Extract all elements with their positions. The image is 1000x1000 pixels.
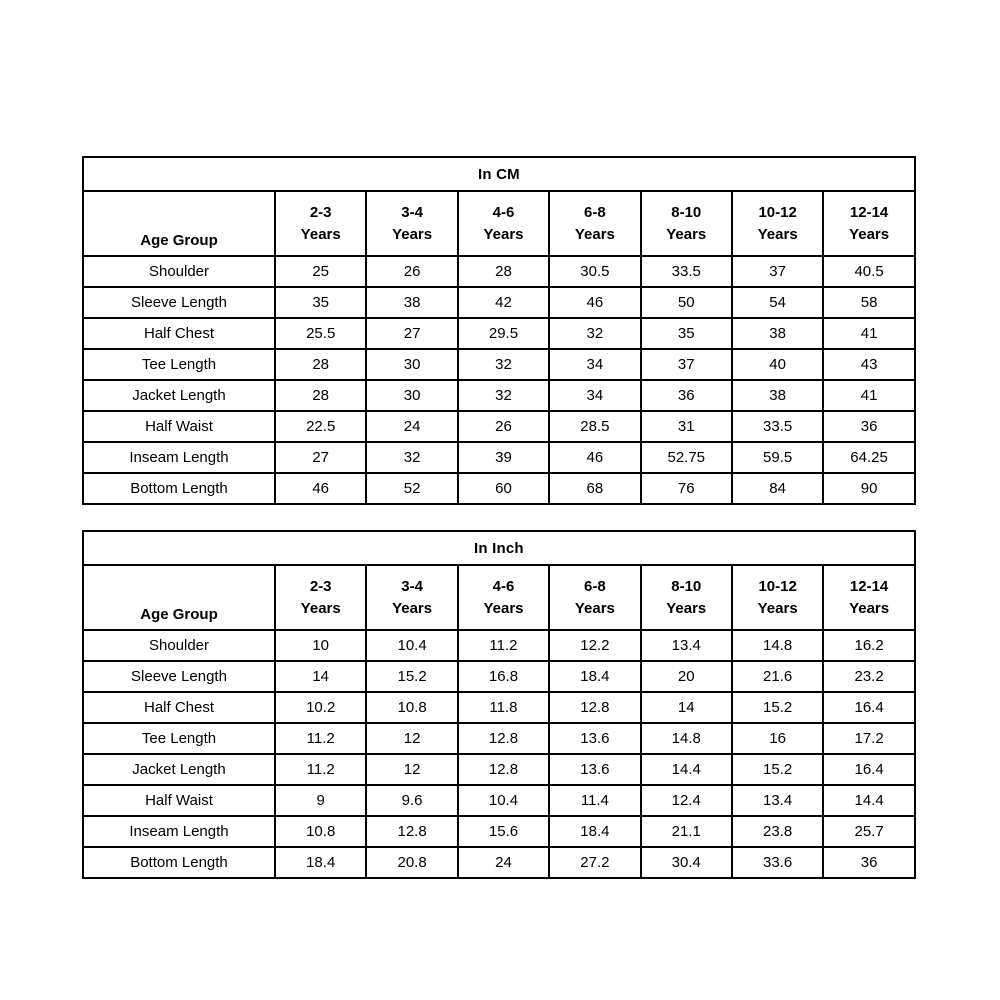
measurement-cell: 46 xyxy=(275,473,366,504)
row-label: Shoulder xyxy=(83,630,275,661)
measurement-cell: 13.6 xyxy=(549,754,640,785)
measurement-cell: 52.75 xyxy=(641,442,732,473)
column-header-unit: Years xyxy=(757,599,798,617)
table-header-row xyxy=(83,565,915,630)
column-header-4 xyxy=(549,191,640,256)
measurement-cell: 33.5 xyxy=(732,411,823,442)
column-header-unit: Years xyxy=(849,225,890,243)
measurement-cell: 76 xyxy=(641,473,732,504)
measurement-cell: 29.5 xyxy=(458,318,549,349)
measurement-cell: 26 xyxy=(366,256,457,287)
table-row xyxy=(83,318,915,349)
measurement-cell: 46 xyxy=(549,442,640,473)
measurement-cell: 27.2 xyxy=(549,847,640,878)
column-header-5 xyxy=(641,565,732,630)
column-header-size: 3-4 xyxy=(401,577,423,595)
table-row xyxy=(83,847,915,878)
column-header-size: 12-14 xyxy=(849,577,889,595)
measurement-cell: 10 xyxy=(275,630,366,661)
measurement-cell: 13.6 xyxy=(549,723,640,754)
measurement-cell: 12.8 xyxy=(549,692,640,723)
column-header-size: 4-6 xyxy=(492,577,515,595)
measurement-cell: 11.8 xyxy=(458,692,549,723)
measurement-cell: 28 xyxy=(458,256,549,287)
measurement-cell: 16 xyxy=(732,723,823,754)
column-header-size: 6-8 xyxy=(584,577,606,595)
table-row xyxy=(83,723,915,754)
table-row xyxy=(83,380,915,411)
measurement-cell: 12.8 xyxy=(458,723,549,754)
row-label: Bottom Length xyxy=(83,473,275,504)
table-row xyxy=(83,442,915,473)
table-row xyxy=(83,473,915,504)
measurement-cell: 10.4 xyxy=(458,785,549,816)
column-header-7 xyxy=(823,565,915,630)
measurement-cell: 24 xyxy=(366,411,457,442)
measurement-cell: 50 xyxy=(641,287,732,318)
size-table-inch-body xyxy=(83,531,915,878)
table-unit-title-row xyxy=(83,531,915,565)
table-row xyxy=(83,411,915,442)
measurement-cell: 12.8 xyxy=(458,754,549,785)
row-label: Shoulder xyxy=(83,256,275,287)
column-header-size: 10-12 xyxy=(758,577,797,595)
measurement-cell: 22.5 xyxy=(275,411,366,442)
measurement-cell: 12.8 xyxy=(366,816,457,847)
size-table-cm xyxy=(82,156,916,505)
measurement-cell: 18.4 xyxy=(549,816,640,847)
column-header-6 xyxy=(732,191,823,256)
column-header-size: 6-8 xyxy=(584,203,606,221)
measurement-cell: 15.6 xyxy=(458,816,549,847)
row-label: Half Chest xyxy=(83,318,275,349)
measurement-cell: 15.2 xyxy=(732,692,823,723)
measurement-cell: 30.4 xyxy=(641,847,732,878)
measurement-cell: 10.8 xyxy=(366,692,457,723)
measurement-cell: 14 xyxy=(275,661,366,692)
size-table-cm-body xyxy=(83,157,915,504)
measurement-cell: 42 xyxy=(458,287,549,318)
measurement-cell: 38 xyxy=(732,318,823,349)
measurement-cell: 18.4 xyxy=(549,661,640,692)
table-header-row xyxy=(83,191,915,256)
measurement-cell: 34 xyxy=(549,380,640,411)
measurement-cell: 35 xyxy=(641,318,732,349)
measurement-cell: 12 xyxy=(366,723,457,754)
table-row xyxy=(83,754,915,785)
measurement-cell: 11.2 xyxy=(275,723,366,754)
measurement-cell: 28 xyxy=(275,349,366,380)
measurement-cell: 12.2 xyxy=(549,630,640,661)
table-row xyxy=(83,256,915,287)
column-header-unit: Years xyxy=(574,225,615,243)
age-group-header: Age Group xyxy=(83,565,275,630)
measurement-cell: 12 xyxy=(366,754,457,785)
table-unit-title: In CM xyxy=(83,157,915,191)
column-header-3 xyxy=(458,191,549,256)
measurement-cell: 16.8 xyxy=(458,661,549,692)
measurement-cell: 16.4 xyxy=(823,754,915,785)
column-header-size: 2-3 xyxy=(309,203,332,221)
table-unit-title-row xyxy=(83,157,915,191)
measurement-cell: 23.8 xyxy=(732,816,823,847)
row-label: Inseam Length xyxy=(83,816,275,847)
measurement-cell: 14.8 xyxy=(641,723,732,754)
measurement-cell: 28.5 xyxy=(549,411,640,442)
measurement-cell: 24 xyxy=(458,847,549,878)
column-header-size: 10-12 xyxy=(758,203,797,221)
measurement-cell: 14.8 xyxy=(732,630,823,661)
measurement-cell: 84 xyxy=(732,473,823,504)
row-label: Inseam Length xyxy=(83,442,275,473)
measurement-cell: 18.4 xyxy=(275,847,366,878)
measurement-cell: 52 xyxy=(366,473,457,504)
column-header-unit: Years xyxy=(666,599,707,617)
column-header-unit: Years xyxy=(483,599,524,617)
table-row xyxy=(83,349,915,380)
measurement-cell: 10.2 xyxy=(275,692,366,723)
measurement-cell: 11.2 xyxy=(458,630,549,661)
measurement-cell: 13.4 xyxy=(732,785,823,816)
measurement-cell: 28 xyxy=(275,380,366,411)
measurement-cell: 59.5 xyxy=(732,442,823,473)
table-row xyxy=(83,785,915,816)
measurement-cell: 30.5 xyxy=(549,256,640,287)
measurement-cell: 25.7 xyxy=(823,816,915,847)
measurement-cell: 39 xyxy=(458,442,549,473)
column-header-3 xyxy=(458,565,549,630)
measurement-cell: 27 xyxy=(366,318,457,349)
measurement-cell: 14.4 xyxy=(823,785,915,816)
table-row xyxy=(83,816,915,847)
measurement-cell: 40.5 xyxy=(823,256,914,287)
measurement-cell: 30 xyxy=(366,380,457,411)
column-header-2 xyxy=(366,565,457,630)
measurement-cell: 21.1 xyxy=(641,816,732,847)
measurement-cell: 46 xyxy=(549,287,640,318)
measurement-cell: 10.4 xyxy=(366,630,457,661)
measurement-cell: 10.8 xyxy=(275,816,366,847)
column-header-unit: Years xyxy=(666,225,707,243)
age-group-header: Age Group xyxy=(83,191,275,256)
measurement-cell: 23.2 xyxy=(823,661,915,692)
measurement-cell: 90 xyxy=(823,473,914,504)
measurement-cell: 13.4 xyxy=(641,630,732,661)
table-row xyxy=(83,692,915,723)
measurement-cell: 9.6 xyxy=(366,785,457,816)
measurement-cell: 33.5 xyxy=(641,256,732,287)
measurement-cell: 14 xyxy=(641,692,732,723)
column-header-1 xyxy=(275,191,366,256)
measurement-cell: 36 xyxy=(823,847,915,878)
column-header-size: 3-4 xyxy=(401,203,423,221)
column-header-unit: Years xyxy=(392,599,433,617)
column-header-unit: Years xyxy=(574,599,615,617)
measurement-cell: 16.4 xyxy=(823,692,915,723)
row-label: Half Chest xyxy=(83,692,275,723)
measurement-cell: 32 xyxy=(458,349,549,380)
size-table-inch xyxy=(82,530,916,879)
measurement-cell: 37 xyxy=(641,349,732,380)
column-header-5 xyxy=(641,191,732,256)
column-header-unit: Years xyxy=(300,225,341,243)
table-unit-title: In Inch xyxy=(83,531,915,565)
measurement-cell: 17.2 xyxy=(823,723,915,754)
measurement-cell: 15.2 xyxy=(366,661,457,692)
column-header-unit: Years xyxy=(849,599,890,617)
measurement-cell: 58 xyxy=(823,287,914,318)
measurement-cell: 68 xyxy=(549,473,640,504)
measurement-cell: 34 xyxy=(549,349,640,380)
column-header-unit: Years xyxy=(300,599,341,617)
table-row xyxy=(83,287,915,318)
measurement-cell: 60 xyxy=(458,473,549,504)
measurement-cell: 9 xyxy=(275,785,366,816)
row-label: Bottom Length xyxy=(83,847,275,878)
measurement-cell: 32 xyxy=(366,442,457,473)
column-header-unit: Years xyxy=(392,225,433,243)
row-label: Half Waist xyxy=(83,785,275,816)
column-header-size: 2-3 xyxy=(309,577,332,595)
column-header-7 xyxy=(823,191,914,256)
measurement-cell: 41 xyxy=(823,380,914,411)
measurement-cell: 38 xyxy=(366,287,457,318)
column-header-unit: Years xyxy=(757,225,798,243)
measurement-cell: 36 xyxy=(823,411,914,442)
measurement-cell: 31 xyxy=(641,411,732,442)
measurement-cell: 54 xyxy=(732,287,823,318)
row-label: Tee Length xyxy=(83,349,275,380)
row-label: Jacket Length xyxy=(83,754,275,785)
measurement-cell: 38 xyxy=(732,380,823,411)
measurement-cell: 32 xyxy=(549,318,640,349)
column-header-size: 12-14 xyxy=(849,203,889,221)
row-label: Half Waist xyxy=(83,411,275,442)
measurement-cell: 64.25 xyxy=(823,442,914,473)
measurement-cell: 36 xyxy=(641,380,732,411)
measurement-cell: 12.4 xyxy=(641,785,732,816)
measurement-cell: 30 xyxy=(366,349,457,380)
measurement-cell: 37 xyxy=(732,256,823,287)
column-header-2 xyxy=(366,191,457,256)
measurement-cell: 43 xyxy=(823,349,914,380)
measurement-cell: 16.2 xyxy=(823,630,915,661)
table-row xyxy=(83,630,915,661)
column-header-unit: Years xyxy=(483,225,524,243)
measurement-cell: 32 xyxy=(458,380,549,411)
measurement-cell: 27 xyxy=(275,442,366,473)
measurement-cell: 20.8 xyxy=(366,847,457,878)
column-header-1 xyxy=(275,565,366,630)
measurement-cell: 41 xyxy=(823,318,914,349)
column-header-6 xyxy=(732,565,823,630)
row-label: Jacket Length xyxy=(83,380,275,411)
measurement-cell: 20 xyxy=(641,661,732,692)
measurement-cell: 33.6 xyxy=(732,847,823,878)
measurement-cell: 11.4 xyxy=(549,785,640,816)
measurement-cell: 15.2 xyxy=(732,754,823,785)
column-header-size: 8-10 xyxy=(671,203,702,221)
column-header-size: 8-10 xyxy=(671,577,702,595)
measurement-cell: 14.4 xyxy=(641,754,732,785)
column-header-4 xyxy=(549,565,640,630)
table-row xyxy=(83,661,915,692)
measurement-cell: 40 xyxy=(732,349,823,380)
row-label: Tee Length xyxy=(83,723,275,754)
measurement-cell: 11.2 xyxy=(275,754,366,785)
measurement-cell: 25 xyxy=(275,256,366,287)
measurement-cell: 25.5 xyxy=(275,318,366,349)
column-header-size: 4-6 xyxy=(492,203,515,221)
measurement-cell: 35 xyxy=(275,287,366,318)
row-label: Sleeve Length xyxy=(83,661,275,692)
measurement-cell: 21.6 xyxy=(732,661,823,692)
measurement-cell: 26 xyxy=(458,411,549,442)
row-label: Sleeve Length xyxy=(83,287,275,318)
